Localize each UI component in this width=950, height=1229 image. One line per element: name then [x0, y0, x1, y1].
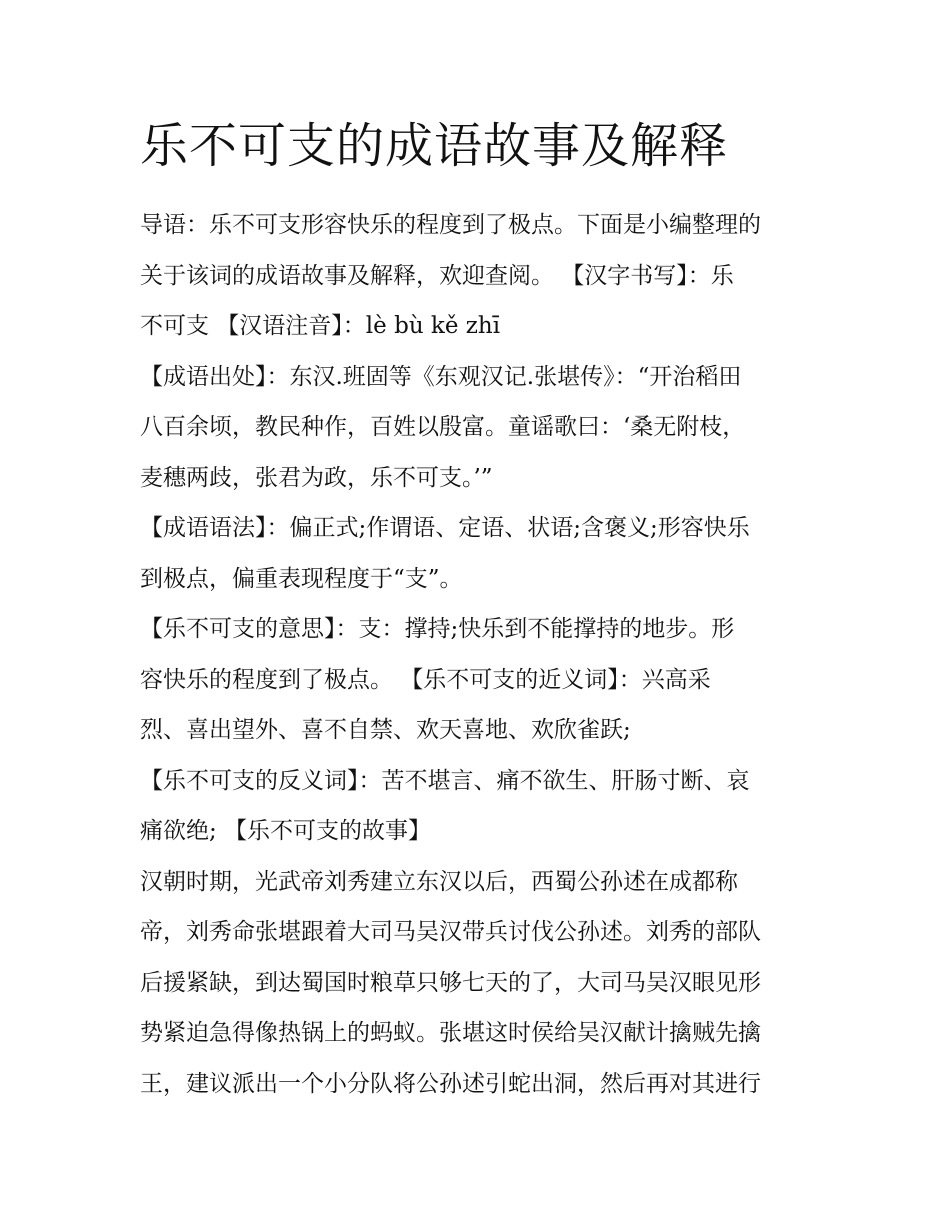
body-line: 关于该词的成语故事及解释，欢迎查阅。 【汉字书写】：乐 [140, 262, 734, 289]
body-line: 【乐不可支的反义词】：苦不堪言、痛不欲生、肝肠寸断、哀 [140, 767, 750, 794]
body-line: 不可支 【汉语注音】：lè bù kě zhī [140, 313, 501, 339]
body-line: 帝，刘秀命张堪跟着大司马吴汉带兵讨伐公孙述。刘秀的部队 [140, 919, 761, 945]
body-line: 【成语语法】：偏正式;作谓语、定语、状语;含褒义;形容快乐 [140, 515, 750, 541]
body-line: 麦穗两歧，张君为政，乐不可支。’” [140, 464, 493, 491]
body-line: 汉朝时期，光武帝刘秀建立东汉以后，西蜀公孙述在成都称 [140, 868, 738, 895]
body-line: 到极点，偏重表现程度于“支”。 [140, 565, 463, 592]
body-line: 烈、喜出望外、喜不自禁、欢天喜地、欢欣雀跃; [140, 717, 631, 743]
body-line: 势紧迫急得像热锅上的蚂蚁。张堪这时侯给吴汉献计擒贼先擒 [140, 1020, 761, 1046]
body-line: 后援紧缺，到达蜀国时粮草只够七天的了，大司马吴汉眼见形 [140, 969, 761, 996]
document-title: 乐不可支的成语故事及解释 [140, 118, 729, 174]
body-line: 王，建议派出一个小分队将公孙述引蛇出洞，然后再对其进行 [140, 1070, 761, 1097]
body-line: 八百余顷，教民种作，百姓以殷富。童谣歌曰：‘桑无附枝， [140, 414, 746, 440]
body-line: 容快乐的程度到了极点。 【乐不可支的近义词】：兴高采 [140, 666, 711, 693]
body-line: 【成语出处】：东汉.班固等《东观汉记.张堪传》：“开治稻田 [140, 363, 742, 390]
body-line: 导语：乐不可支形容快乐的程度到了极点。下面是小编整理的 [140, 212, 761, 238]
document-page [140, 110, 812, 1109]
body-line: 痛欲绝; 【乐不可支的故事】 [140, 818, 432, 844]
body-line: 【乐不可支的意思】：支：撑持;快乐到不能撑持的地步。形 [140, 616, 735, 642]
document-body [140, 200, 812, 1109]
